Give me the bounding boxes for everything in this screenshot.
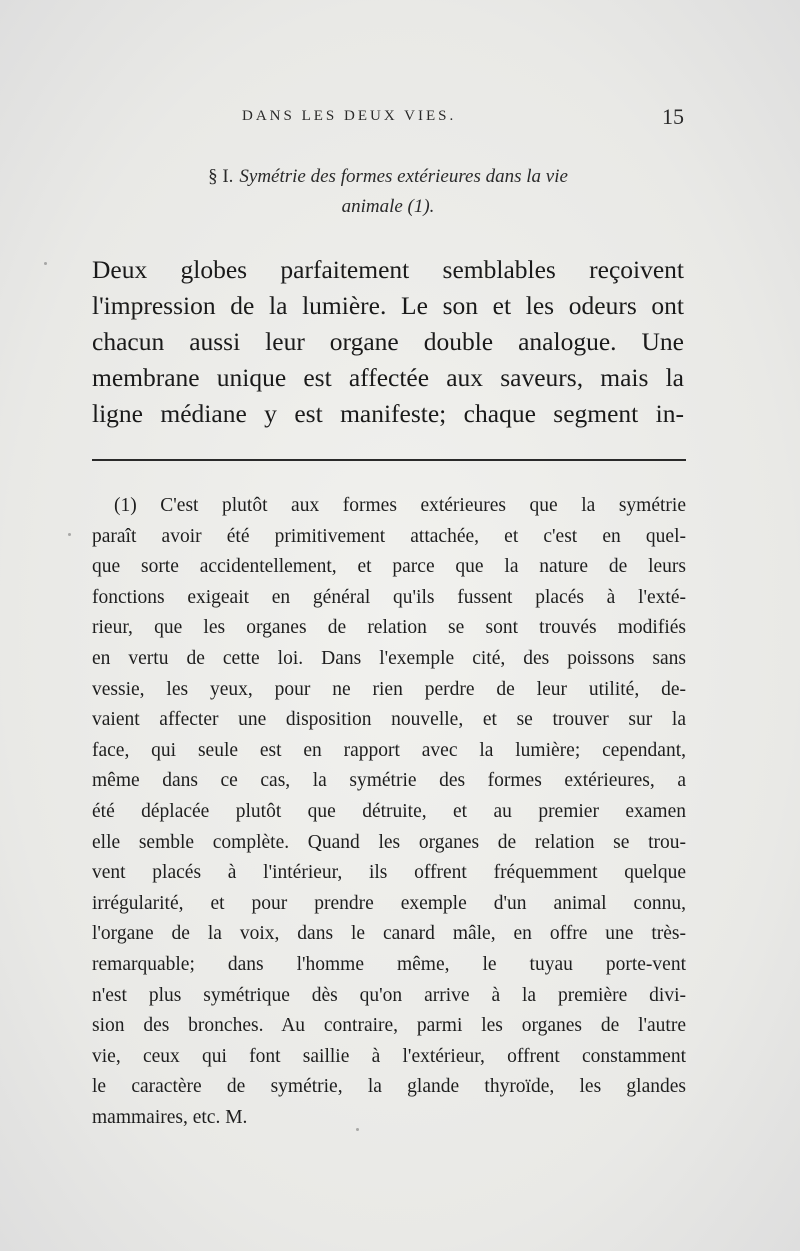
footnote-line: en vertu de cette loi. Dans l'exemple cité, des poissons sans <box>92 647 686 669</box>
footnote-line: sion des bronches. Au contraire, parmi les organes de l'autre <box>92 1015 686 1037</box>
footnote-line: été déplacée plutôt que détruite, et au premier examen <box>92 800 686 822</box>
footnote-line: fonctions exigeait en général qu'ils fussent placés à l'exté- <box>92 586 686 608</box>
footnote-line: irrégularité, et pour prendre exemple d'un animal connu, <box>92 892 686 914</box>
body-line: ligne médiane y est manifeste; chaque segment in- <box>92 399 684 428</box>
paper-speck <box>356 1128 359 1131</box>
running-head: DANS LES DEUX VIES. <box>242 108 457 124</box>
footnote-line: vessie, les yeux, pour ne rien perdre de leur utilité, de- <box>92 678 686 700</box>
page-number: 15 <box>662 104 684 129</box>
footnote-divider <box>92 459 686 461</box>
section-title <box>92 162 684 222</box>
section-number: § I. <box>208 166 234 187</box>
paper-speck <box>44 262 47 265</box>
footnote-line: n'est plus symétrique dès qu'on arrive à la première divi- <box>92 984 686 1006</box>
footnote-line: vaient affecter une disposition nouvelle, et se trouver sur la <box>92 709 686 731</box>
footnote-line: remarquable; dans l'homme même, le tuyau porte-vent <box>92 953 686 975</box>
section-title-text: Symétrie des formes extérieures dans la vie <box>239 166 568 187</box>
footnote-line: le caractère de symétrie, la glande thyroïde, les glandes <box>92 1076 686 1098</box>
footnote-line: vent placés à l'intérieur, ils offrent fréquemment quelque <box>92 862 686 884</box>
footnote-line: même dans ce cas, la symétrie des formes extérieures, a <box>92 770 686 792</box>
footnote <box>92 491 686 1133</box>
footnote-line: elle semble complète. Quand les organes de relation se trou- <box>92 831 686 853</box>
footnote-line: (1) C'est plutôt aux formes extérieures que la symétrie <box>114 495 686 516</box>
body-line: membrane unique est affectée aux saveurs, mais la <box>92 363 684 392</box>
footnote-line: rieur, que les organes de relation se sont trouvés modifiés <box>92 617 686 639</box>
body-paragraph <box>92 252 684 432</box>
footnote-line: mammaires, etc. M. <box>92 1106 248 1128</box>
footnote-line: que sorte accidentellement, et parce que la nature de leurs <box>92 556 686 578</box>
footnote-line: face, qui seule est en rapport avec la lumière; cependant, <box>92 739 686 761</box>
section-title-line-1 <box>92 162 684 192</box>
footnote-line: paraît avoir été primitivement attachée, et c'est en quel- <box>92 525 686 547</box>
section-title-line-2: animale (1). <box>341 196 435 217</box>
body-line: Deux globes parfaitement semblables reçoivent <box>92 255 684 284</box>
body-line: chacun aussi leur organe double analogue. Une <box>92 327 684 356</box>
page-header <box>92 104 684 134</box>
footnote-line: vie, ceux qui font saillie à l'extérieur, offrent constamment <box>92 1045 686 1067</box>
footnote-line: l'organe de la voix, dans le canard mâle, en offre une très- <box>92 923 686 945</box>
body-line: l'impression de la lumière. Le son et les odeurs ont <box>92 291 684 320</box>
paper-speck <box>68 533 71 536</box>
